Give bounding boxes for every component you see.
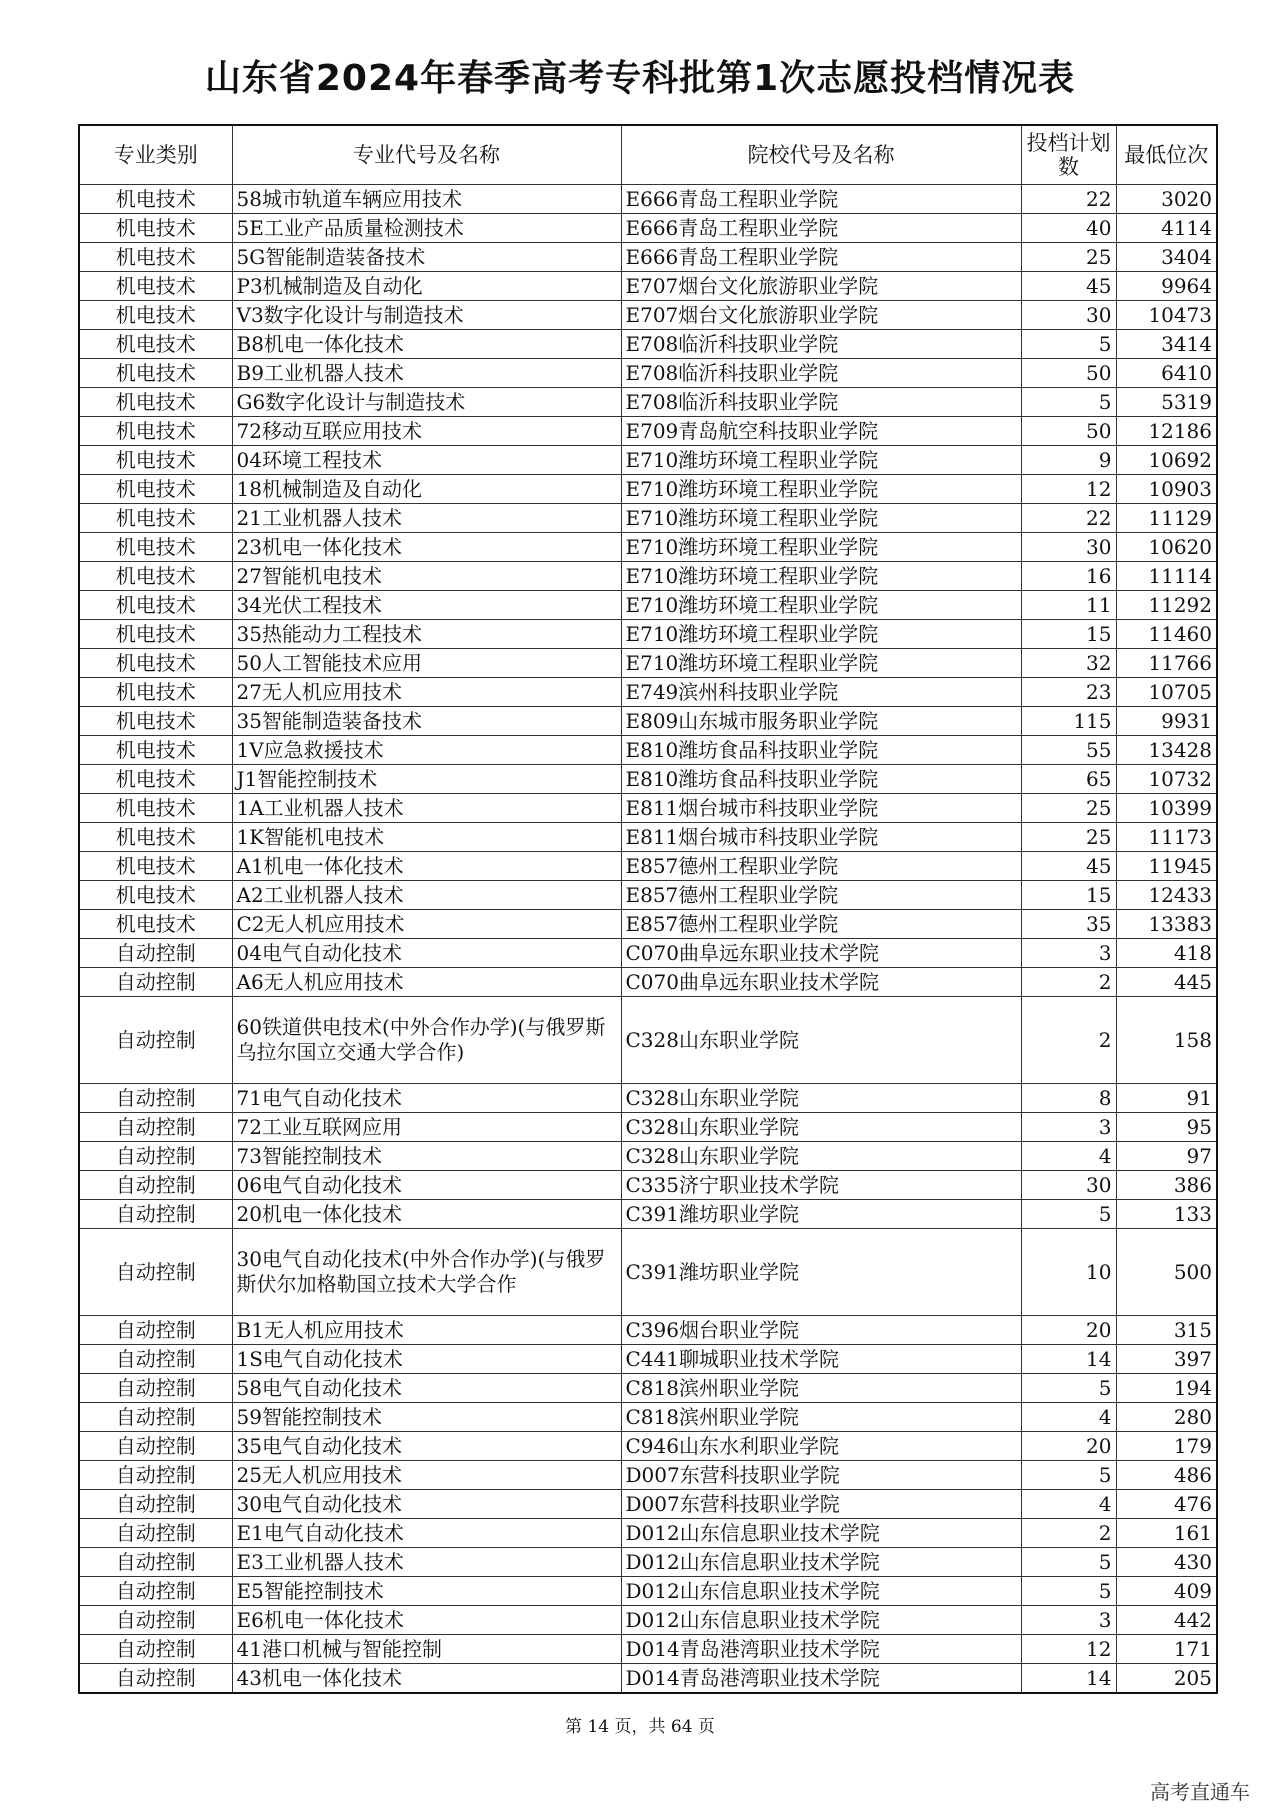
- cell-plan: 22: [1021, 504, 1116, 533]
- cell-rank: 12433: [1116, 881, 1217, 910]
- cell-plan: 35: [1021, 910, 1116, 939]
- cell-rank: 4114: [1116, 214, 1217, 243]
- cell-category: 机电技术: [79, 678, 232, 707]
- cell-category: 自动控制: [79, 968, 232, 997]
- cell-rank: 9931: [1116, 707, 1217, 736]
- cell-plan: 3: [1021, 1113, 1116, 1142]
- cell-plan: 45: [1021, 852, 1116, 881]
- cell-category: 自动控制: [79, 1316, 232, 1345]
- cell-plan: 32: [1021, 649, 1116, 678]
- cell-school: C328山东职业学院: [621, 1084, 1021, 1113]
- table-row: [79, 475, 1217, 504]
- table-row: [79, 562, 1217, 591]
- cell-major: 20机电一体化技术: [232, 1200, 621, 1229]
- cell-major: G6数字化设计与制造技术: [232, 388, 621, 417]
- table-row: [79, 997, 1217, 1084]
- table-row: [79, 1229, 1217, 1316]
- cell-major: 50人工智能技术应用: [232, 649, 621, 678]
- cell-school: E710潍坊环境工程职业学院: [621, 649, 1021, 678]
- cell-school: E810潍坊食品科技职业学院: [621, 765, 1021, 794]
- cell-rank: 13383: [1116, 910, 1217, 939]
- cell-rank: 386: [1116, 1171, 1217, 1200]
- table-row: [79, 185, 1217, 214]
- header-school: 院校代号及名称: [621, 125, 1021, 185]
- cell-major: A2工业机器人技术: [232, 881, 621, 910]
- cell-plan: 4: [1021, 1142, 1116, 1171]
- cell-major: J1智能控制技术: [232, 765, 621, 794]
- cell-major: 1S电气自动化技术: [232, 1345, 621, 1374]
- cell-category: 自动控制: [79, 1113, 232, 1142]
- table-row: [79, 1577, 1217, 1606]
- cell-school: D014青岛港湾职业技术学院: [621, 1664, 1021, 1693]
- table-row: [79, 852, 1217, 881]
- cell-major: 71电气自动化技术: [232, 1084, 621, 1113]
- cell-rank: 409: [1116, 1577, 1217, 1606]
- cell-rank: 430: [1116, 1548, 1217, 1577]
- cell-rank: 179: [1116, 1432, 1217, 1461]
- cell-school: D014青岛港湾职业技术学院: [621, 1635, 1021, 1664]
- table-row: [79, 1142, 1217, 1171]
- cell-school: C328山东职业学院: [621, 1113, 1021, 1142]
- cell-rank: 194: [1116, 1374, 1217, 1403]
- cell-category: 机电技术: [79, 504, 232, 533]
- cell-category: 机电技术: [79, 388, 232, 417]
- cell-category: 自动控制: [79, 1200, 232, 1229]
- cell-category: 自动控制: [79, 1519, 232, 1548]
- cell-plan: 4: [1021, 1403, 1116, 1432]
- cell-major: A1机电一体化技术: [232, 852, 621, 881]
- cell-school: D012山东信息职业技术学院: [621, 1606, 1021, 1635]
- cell-category: 机电技术: [79, 852, 232, 881]
- cell-major: 30电气自动化技术(中外合作办学)(与俄罗斯伏尔加格勒国立技术大学合作: [232, 1229, 621, 1316]
- cell-school: E708临沂科技职业学院: [621, 388, 1021, 417]
- cell-plan: 115: [1021, 707, 1116, 736]
- cell-plan: 5: [1021, 1374, 1116, 1403]
- table-body: [79, 185, 1217, 1693]
- cell-school: E710潍坊环境工程职业学院: [621, 446, 1021, 475]
- cell-major: 73智能控制技术: [232, 1142, 621, 1171]
- table-row: [79, 388, 1217, 417]
- cell-category: 机电技术: [79, 417, 232, 446]
- table-row: [79, 214, 1217, 243]
- cell-school: C328山东职业学院: [621, 1142, 1021, 1171]
- cell-school: C391潍坊职业学院: [621, 1200, 1021, 1229]
- cell-rank: 397: [1116, 1345, 1217, 1374]
- cell-major: C2无人机应用技术: [232, 910, 621, 939]
- cell-category: 机电技术: [79, 765, 232, 794]
- cell-plan: 16: [1021, 562, 1116, 591]
- table-row: [79, 1519, 1217, 1548]
- cell-rank: 11945: [1116, 852, 1217, 881]
- cell-category: 自动控制: [79, 1461, 232, 1490]
- cell-category: 自动控制: [79, 1635, 232, 1664]
- cell-category: 自动控制: [79, 1229, 232, 1316]
- table-row: [79, 359, 1217, 388]
- cell-major: 30电气自动化技术: [232, 1490, 621, 1519]
- cell-plan: 5: [1021, 1548, 1116, 1577]
- cell-category: 机电技术: [79, 533, 232, 562]
- cell-plan: 25: [1021, 823, 1116, 852]
- cell-category: 自动控制: [79, 997, 232, 1084]
- cell-category: 机电技术: [79, 330, 232, 359]
- cell-school: E811烟台城市科技职业学院: [621, 823, 1021, 852]
- table-row: [79, 823, 1217, 852]
- cell-plan: 8: [1021, 1084, 1116, 1113]
- table-row: [79, 1548, 1217, 1577]
- table-row: [79, 939, 1217, 968]
- cell-plan: 5: [1021, 388, 1116, 417]
- cell-category: 自动控制: [79, 1577, 232, 1606]
- cell-school: D012山东信息职业技术学院: [621, 1548, 1021, 1577]
- table-row: [79, 243, 1217, 272]
- cell-category: 机电技术: [79, 591, 232, 620]
- cell-category: 自动控制: [79, 1606, 232, 1635]
- cell-school: D012山东信息职业技术学院: [621, 1519, 1021, 1548]
- cell-plan: 25: [1021, 243, 1116, 272]
- cell-rank: 3404: [1116, 243, 1217, 272]
- cell-major: 04电气自动化技术: [232, 939, 621, 968]
- page-footer: 第 14 页，共 64 页: [565, 1717, 715, 1737]
- cell-category: 自动控制: [79, 1403, 232, 1432]
- cell-plan: 20: [1021, 1316, 1116, 1345]
- cell-major: 18机械制造及自动化: [232, 475, 621, 504]
- table-row: [79, 1606, 1217, 1635]
- cell-school: E666青岛工程职业学院: [621, 214, 1021, 243]
- cell-plan: 55: [1021, 736, 1116, 765]
- cell-school: E811烟台城市科技职业学院: [621, 794, 1021, 823]
- cell-school: C946山东水利职业学院: [621, 1432, 1021, 1461]
- watermark: 高考直通车: [1150, 1780, 1250, 1804]
- table-row: [79, 1374, 1217, 1403]
- table-row: [79, 417, 1217, 446]
- cell-major: E5智能控制技术: [232, 1577, 621, 1606]
- cell-school: C818滨州职业学院: [621, 1403, 1021, 1432]
- cell-plan: 14: [1021, 1664, 1116, 1693]
- cell-category: 自动控制: [79, 1374, 232, 1403]
- cell-rank: 171: [1116, 1635, 1217, 1664]
- page-title: 山东省2024年春季高考专科批第1次志愿投档情况表: [204, 58, 1076, 99]
- cell-school: C070曲阜远东职业技术学院: [621, 968, 1021, 997]
- cell-school: E709青岛航空科技职业学院: [621, 417, 1021, 446]
- cell-school: E749滨州科技职业学院: [621, 678, 1021, 707]
- header-major: 专业代号及名称: [232, 125, 621, 185]
- cell-rank: 95: [1116, 1113, 1217, 1142]
- cell-school: C441聊城职业技术学院: [621, 1345, 1021, 1374]
- cell-plan: 5: [1021, 1577, 1116, 1606]
- cell-major: 23机电一体化技术: [232, 533, 621, 562]
- cell-plan: 65: [1021, 765, 1116, 794]
- cell-major: B8机电一体化技术: [232, 330, 621, 359]
- cell-school: D007东营科技职业学院: [621, 1490, 1021, 1519]
- cell-rank: 133: [1116, 1200, 1217, 1229]
- cell-school: E710潍坊环境工程职业学院: [621, 475, 1021, 504]
- cell-rank: 91: [1116, 1084, 1217, 1113]
- cell-rank: 10903: [1116, 475, 1217, 504]
- table-row: [79, 968, 1217, 997]
- cell-major: 06电气自动化技术: [232, 1171, 621, 1200]
- cell-school: E710潍坊环境工程职业学院: [621, 533, 1021, 562]
- table-row: [79, 1316, 1217, 1345]
- cell-rank: 486: [1116, 1461, 1217, 1490]
- cell-plan: 25: [1021, 794, 1116, 823]
- cell-school: E710潍坊环境工程职业学院: [621, 620, 1021, 649]
- table-row: [79, 1113, 1217, 1142]
- table-row: [79, 881, 1217, 910]
- table-row: [79, 301, 1217, 330]
- cell-category: 机电技术: [79, 794, 232, 823]
- table-row: [79, 707, 1217, 736]
- cell-rank: 11766: [1116, 649, 1217, 678]
- table-row: [79, 504, 1217, 533]
- cell-school: E707烟台文化旅游职业学院: [621, 301, 1021, 330]
- cell-school: E707烟台文化旅游职业学院: [621, 272, 1021, 301]
- cell-rank: 3020: [1116, 185, 1217, 214]
- cell-plan: 11: [1021, 591, 1116, 620]
- cell-school: C328山东职业学院: [621, 997, 1021, 1084]
- cell-category: 机电技术: [79, 475, 232, 504]
- table-row: [79, 1200, 1217, 1229]
- cell-major: 27智能机电技术: [232, 562, 621, 591]
- cell-school: E857德州工程职业学院: [621, 910, 1021, 939]
- cell-rank: 11292: [1116, 591, 1217, 620]
- cell-plan: 2: [1021, 997, 1116, 1084]
- cell-plan: 45: [1021, 272, 1116, 301]
- cell-rank: 10692: [1116, 446, 1217, 475]
- table-row: [79, 1664, 1217, 1693]
- cell-plan: 15: [1021, 620, 1116, 649]
- cell-plan: 30: [1021, 301, 1116, 330]
- cell-school: E666青岛工程职业学院: [621, 185, 1021, 214]
- cell-plan: 30: [1021, 533, 1116, 562]
- cell-school: C396烟台职业学院: [621, 1316, 1021, 1345]
- cell-category: 自动控制: [79, 1432, 232, 1461]
- cell-plan: 10: [1021, 1229, 1116, 1316]
- cell-rank: 205: [1116, 1664, 1217, 1693]
- table-row: [79, 330, 1217, 359]
- cell-category: 机电技术: [79, 301, 232, 330]
- cell-school: E857德州工程职业学院: [621, 852, 1021, 881]
- cell-rank: 9964: [1116, 272, 1217, 301]
- cell-category: 机电技术: [79, 620, 232, 649]
- cell-rank: 158: [1116, 997, 1217, 1084]
- cell-major: B1无人机应用技术: [232, 1316, 621, 1345]
- cell-plan: 3: [1021, 939, 1116, 968]
- cell-major: 25无人机应用技术: [232, 1461, 621, 1490]
- table-header-row: [79, 125, 1217, 185]
- cell-category: 机电技术: [79, 562, 232, 591]
- cell-plan: 3: [1021, 1606, 1116, 1635]
- table-row: [79, 591, 1217, 620]
- table-row: [79, 1490, 1217, 1519]
- cell-rank: 10705: [1116, 678, 1217, 707]
- cell-category: 自动控制: [79, 1142, 232, 1171]
- table-row: [79, 620, 1217, 649]
- cell-plan: 14: [1021, 1345, 1116, 1374]
- cell-major: 72移动互联应用技术: [232, 417, 621, 446]
- cell-major: E3工业机器人技术: [232, 1548, 621, 1577]
- cell-major: V3数字化设计与制造技术: [232, 301, 621, 330]
- table-row: [79, 765, 1217, 794]
- table-row: [79, 272, 1217, 301]
- cell-rank: 442: [1116, 1606, 1217, 1635]
- cell-plan: 5: [1021, 330, 1116, 359]
- cell-major: 1V应急救援技术: [232, 736, 621, 765]
- cell-rank: 5319: [1116, 388, 1217, 417]
- cell-plan: 2: [1021, 1519, 1116, 1548]
- cell-category: 自动控制: [79, 1664, 232, 1693]
- cell-rank: 3414: [1116, 330, 1217, 359]
- cell-category: 机电技术: [79, 707, 232, 736]
- cell-major: 1A工业机器人技术: [232, 794, 621, 823]
- cell-major: P3机械制造及自动化: [232, 272, 621, 301]
- cell-plan: 15: [1021, 881, 1116, 910]
- cell-major: 1K智能机电技术: [232, 823, 621, 852]
- cell-category: 机电技术: [79, 823, 232, 852]
- table-row: [79, 1432, 1217, 1461]
- cell-category: 机电技术: [79, 272, 232, 301]
- cell-rank: 10732: [1116, 765, 1217, 794]
- cell-major: 60铁道供电技术(中外合作办学)(与俄罗斯乌拉尔国立交通大学合作): [232, 997, 621, 1084]
- cell-plan: 50: [1021, 417, 1116, 446]
- cell-plan: 50: [1021, 359, 1116, 388]
- table-row: [79, 649, 1217, 678]
- cell-major: E6机电一体化技术: [232, 1606, 621, 1635]
- cell-category: 自动控制: [79, 1171, 232, 1200]
- cell-rank: 418: [1116, 939, 1217, 968]
- cell-major: 59智能控制技术: [232, 1403, 621, 1432]
- cell-major: 35智能制造装备技术: [232, 707, 621, 736]
- cell-school: C070曲阜远东职业技术学院: [621, 939, 1021, 968]
- cell-major: 58城市轨道车辆应用技术: [232, 185, 621, 214]
- cell-plan: 5: [1021, 1461, 1116, 1490]
- cell-rank: 12186: [1116, 417, 1217, 446]
- cell-plan: 22: [1021, 185, 1116, 214]
- table-row: [79, 1403, 1217, 1432]
- cell-school: D007东营科技职业学院: [621, 1461, 1021, 1490]
- cell-plan: 5: [1021, 1200, 1116, 1229]
- cell-school: E809山东城市服务职业学院: [621, 707, 1021, 736]
- cell-school: E810潍坊食品科技职业学院: [621, 736, 1021, 765]
- cell-rank: 11129: [1116, 504, 1217, 533]
- cell-school: E666青岛工程职业学院: [621, 243, 1021, 272]
- cell-category: 机电技术: [79, 881, 232, 910]
- cell-major: 27无人机应用技术: [232, 678, 621, 707]
- cell-major: 72工业互联网应用: [232, 1113, 621, 1142]
- cell-rank: 161: [1116, 1519, 1217, 1548]
- cell-major: 04环境工程技术: [232, 446, 621, 475]
- table-row: [79, 1461, 1217, 1490]
- admission-table: [78, 124, 1218, 1694]
- cell-plan: 4: [1021, 1490, 1116, 1519]
- cell-plan: 12: [1021, 1635, 1116, 1664]
- cell-school: E710潍坊环境工程职业学院: [621, 562, 1021, 591]
- table-row: [79, 446, 1217, 475]
- cell-rank: 10620: [1116, 533, 1217, 562]
- cell-school: E710潍坊环境工程职业学院: [621, 591, 1021, 620]
- cell-rank: 11460: [1116, 620, 1217, 649]
- cell-plan: 23: [1021, 678, 1116, 707]
- table-row: [79, 794, 1217, 823]
- table-row: [79, 678, 1217, 707]
- cell-rank: 97: [1116, 1142, 1217, 1171]
- cell-category: 自动控制: [79, 939, 232, 968]
- cell-plan: 9: [1021, 446, 1116, 475]
- table-row: [79, 1171, 1217, 1200]
- cell-category: 机电技术: [79, 359, 232, 388]
- cell-major: 43机电一体化技术: [232, 1664, 621, 1693]
- table-row: [79, 1084, 1217, 1113]
- header-rank: 最低位次: [1116, 125, 1217, 185]
- cell-school: E708临沂科技职业学院: [621, 359, 1021, 388]
- cell-rank: 11114: [1116, 562, 1217, 591]
- cell-school: C335济宁职业技术学院: [621, 1171, 1021, 1200]
- header-plan: 投档计划数: [1021, 125, 1116, 185]
- cell-rank: 445: [1116, 968, 1217, 997]
- table-row: [79, 910, 1217, 939]
- cell-school: C391潍坊职业学院: [621, 1229, 1021, 1316]
- cell-category: 机电技术: [79, 910, 232, 939]
- cell-rank: 10399: [1116, 794, 1217, 823]
- cell-major: E1电气自动化技术: [232, 1519, 621, 1548]
- cell-category: 自动控制: [79, 1084, 232, 1113]
- cell-category: 自动控制: [79, 1548, 232, 1577]
- cell-school: C818滨州职业学院: [621, 1374, 1021, 1403]
- cell-rank: 10473: [1116, 301, 1217, 330]
- cell-major: 58电气自动化技术: [232, 1374, 621, 1403]
- cell-school: E857德州工程职业学院: [621, 881, 1021, 910]
- table-row: [79, 533, 1217, 562]
- table-row: [79, 1345, 1217, 1374]
- cell-rank: 280: [1116, 1403, 1217, 1432]
- cell-major: 34光伏工程技术: [232, 591, 621, 620]
- cell-rank: 315: [1116, 1316, 1217, 1345]
- cell-category: 机电技术: [79, 185, 232, 214]
- cell-school: E710潍坊环境工程职业学院: [621, 504, 1021, 533]
- cell-rank: 6410: [1116, 359, 1217, 388]
- cell-category: 机电技术: [79, 446, 232, 475]
- cell-category: 机电技术: [79, 214, 232, 243]
- cell-plan: 40: [1021, 214, 1116, 243]
- table-row: [79, 1635, 1217, 1664]
- cell-major: 35热能动力工程技术: [232, 620, 621, 649]
- cell-school: D012山东信息职业技术学院: [621, 1577, 1021, 1606]
- cell-major: B9工业机器人技术: [232, 359, 621, 388]
- cell-category: 机电技术: [79, 243, 232, 272]
- cell-category: 自动控制: [79, 1345, 232, 1374]
- cell-rank: 13428: [1116, 736, 1217, 765]
- cell-rank: 500: [1116, 1229, 1217, 1316]
- cell-major: 35电气自动化技术: [232, 1432, 621, 1461]
- header-category: 专业类别: [79, 125, 232, 185]
- table-row: [79, 736, 1217, 765]
- cell-plan: 30: [1021, 1171, 1116, 1200]
- cell-plan: 20: [1021, 1432, 1116, 1461]
- cell-rank: 11173: [1116, 823, 1217, 852]
- cell-major: 5E工业产品质量检测技术: [232, 214, 621, 243]
- cell-major: A6无人机应用技术: [232, 968, 621, 997]
- cell-plan: 12: [1021, 475, 1116, 504]
- cell-major: 5G智能制造装备技术: [232, 243, 621, 272]
- cell-category: 机电技术: [79, 736, 232, 765]
- cell-plan: 2: [1021, 968, 1116, 997]
- cell-category: 自动控制: [79, 1490, 232, 1519]
- cell-school: E708临沂科技职业学院: [621, 330, 1021, 359]
- cell-major: 21工业机器人技术: [232, 504, 621, 533]
- cell-major: 41港口机械与智能控制: [232, 1635, 621, 1664]
- cell-rank: 476: [1116, 1490, 1217, 1519]
- cell-category: 机电技术: [79, 649, 232, 678]
